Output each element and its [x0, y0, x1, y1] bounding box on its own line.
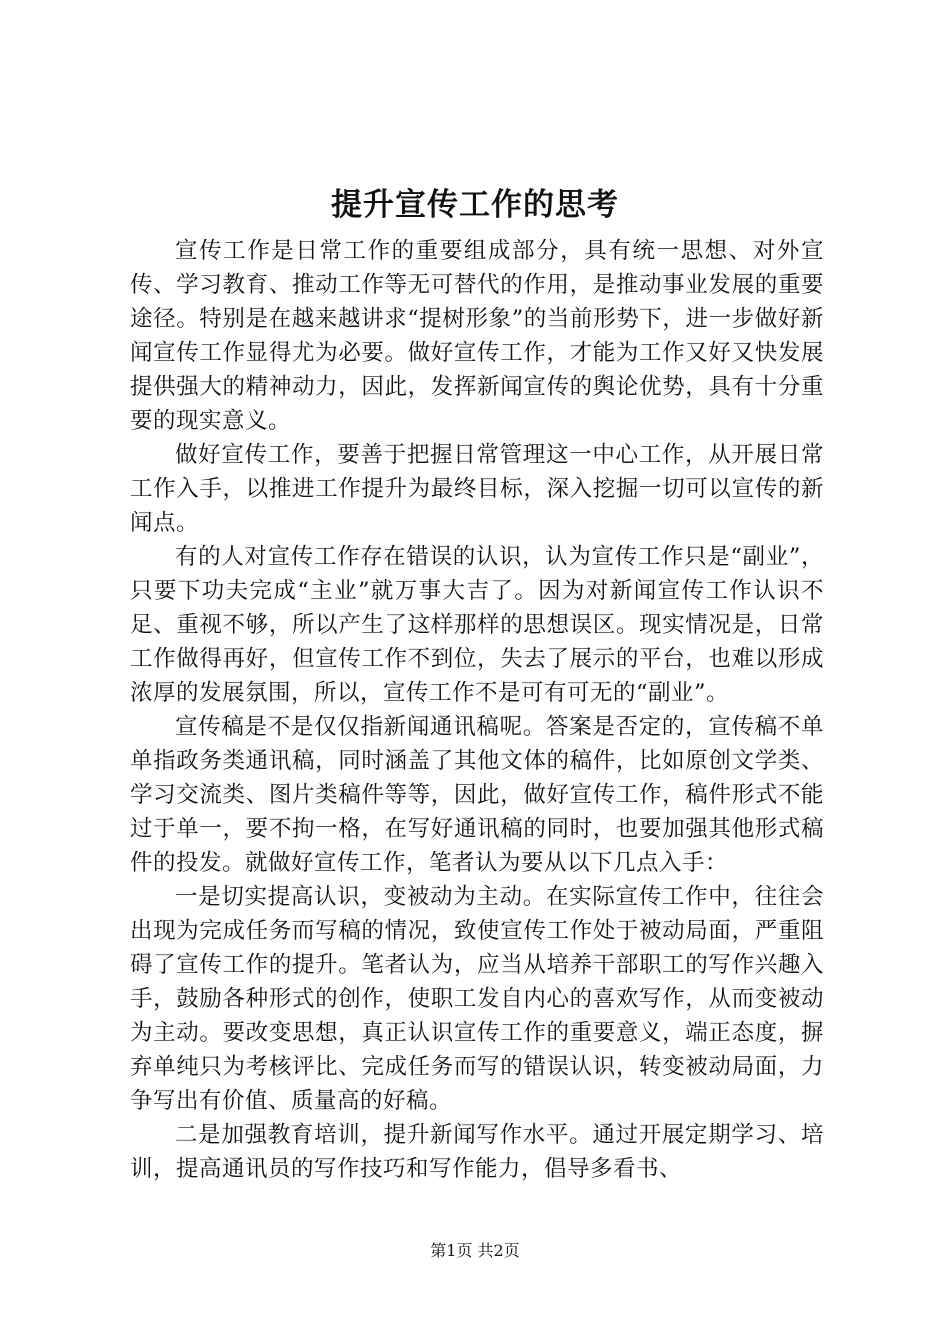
paragraph: 二是加强教育培训，提升新闻写作水平。通过开展定期学习、培训，提高通讯员的写作技巧和写作能力，倡导多看书、: [130, 1122, 824, 1182]
page-footer: 第1页 共2页: [430, 1241, 520, 1260]
document-title: 提升宣传工作的思考: [331, 187, 619, 223]
document-body: [130, 234, 824, 1186]
paragraph: 有的人对宣传工作存在错误的认识，认为宣传工作只是“副业”，只要下功夫完成“主业”就万事大吉了。因为对新闻宣传工作认识不足、重视不够，所以产生了这样那样的思想误区。现实情况是，日常工作做得再好，但宣传工作不到位，失去了展示的平台，也难以形成浓厚的发展氛围，所以，宣传工作不是可有可无的“副业”。: [130, 544, 824, 706]
paragraph: 宣传稿是不是仅仅指新闻通讯稿呢。答案是否定的，宣传稿不单单指政务类通讯稿，同时涵盖了其他文体的稿件，比如原创文学类、学习交流类、图片类稿件等等，因此，做好宣传工作，稿件形式不能过于单一，要不拘一格，在写好通讯稿的同时，也要加强其他形式稿件的投发。就做好宣传工作，笔者认为要从以下几点入手：: [130, 714, 824, 876]
paragraph: 做好宣传工作，要善于把握日常管理这一中心工作，从开展日常工作入手，以推进工作提升为最终目标，深入挖掘一切可以宣传的新闻点。: [130, 442, 824, 536]
paragraph: 宣传工作是日常工作的重要组成部分，具有统一思想、对外宣传、学习教育、推动工作等无可替代的作用，是推动事业发展的重要途径。特别是在越来越讲求“提树形象”的当前形势下，进一步做好新闻宣传工作显得尤为必要。做好宣传工作，才能为工作又好又快发展提供强大的精神动力，因此，发挥新闻宣传的舆论优势，具有十分重要的现实意义。: [130, 238, 824, 434]
paragraph: 一是切实提高认识，变被动为主动。在实际宣传工作中，往往会出现为完成任务而写稿的情况，致使宣传工作处于被动局面，严重阻碍了宣传工作的提升。笔者认为，应当从培养干部职工的写作兴趣入手，鼓励各种形式的创作，使职工发自内心的喜欢写作，从而变被动为主动。要改变思想，真正认识宣传工作的重要意义，端正态度，摒弃单纯只为考核评比、完成任务而写的错误认识，转变被动局面，力争写出有价值、质量高的好稿。: [130, 884, 824, 1114]
